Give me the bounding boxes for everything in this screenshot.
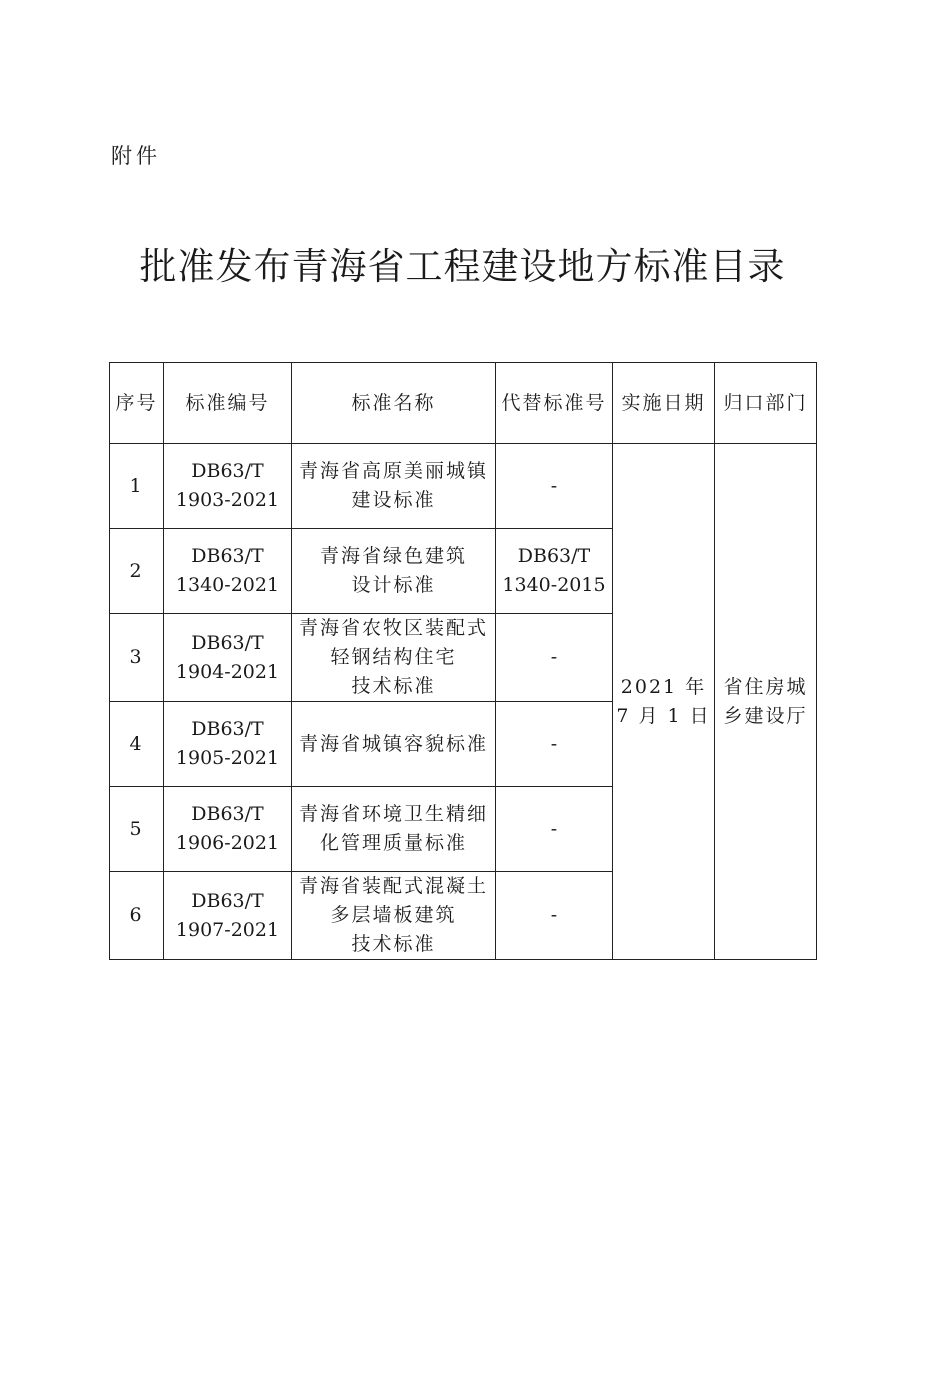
cell-no: 3: [110, 614, 164, 702]
cell-replaces: -: [496, 444, 613, 529]
cell-name: 青海省绿色建筑 设计标准: [292, 529, 496, 614]
cell-replaces: -: [496, 787, 613, 872]
cell-effective-date: 2021 年 7 月 1 日: [613, 444, 715, 960]
attachment-label: 附件: [111, 144, 161, 168]
cell-name: 青海省农牧区装配式 轻钢结构住宅 技术标准: [292, 614, 496, 702]
cell-code: DB63/T 1906-2021: [164, 787, 292, 872]
cell-no: 5: [110, 787, 164, 872]
column-header-code: 标准编号: [164, 363, 292, 444]
cell-no: 6: [110, 872, 164, 960]
cell-code: DB63/T 1907-2021: [164, 872, 292, 960]
table-header-row: [110, 363, 817, 444]
cell-no: 2: [110, 529, 164, 614]
cell-code: DB63/T 1905-2021: [164, 702, 292, 787]
column-header-replaces: 代替标准号: [496, 363, 613, 444]
cell-replaces: -: [496, 614, 613, 702]
cell-name: 青海省高原美丽城镇 建设标准: [292, 444, 496, 529]
cell-name: 青海省环境卫生精细 化管理质量标准: [292, 787, 496, 872]
cell-no: 1: [110, 444, 164, 529]
page-title: 批准发布青海省工程建设地方标准目录: [139, 245, 786, 288]
table-row: [110, 444, 817, 529]
column-header-effective-date: 实施日期: [613, 363, 715, 444]
cell-replaces: -: [496, 702, 613, 787]
column-header-no: 序号: [110, 363, 164, 444]
standards-table: [109, 362, 817, 960]
cell-replaces: DB63/T 1340-2015: [496, 529, 613, 614]
cell-code: DB63/T 1340-2021: [164, 529, 292, 614]
column-header-name: 标准名称: [292, 363, 496, 444]
cell-code: DB63/T 1903-2021: [164, 444, 292, 529]
cell-name: 青海省城镇容貌标准: [292, 702, 496, 787]
cell-department: 省住房城 乡建设厅: [715, 444, 817, 960]
cell-no: 4: [110, 702, 164, 787]
cell-code: DB63/T 1904-2021: [164, 614, 292, 702]
column-header-department: 归口部门: [715, 363, 817, 444]
cell-name: 青海省装配式混凝土 多层墙板建筑 技术标准: [292, 872, 496, 960]
cell-replaces: -: [496, 872, 613, 960]
